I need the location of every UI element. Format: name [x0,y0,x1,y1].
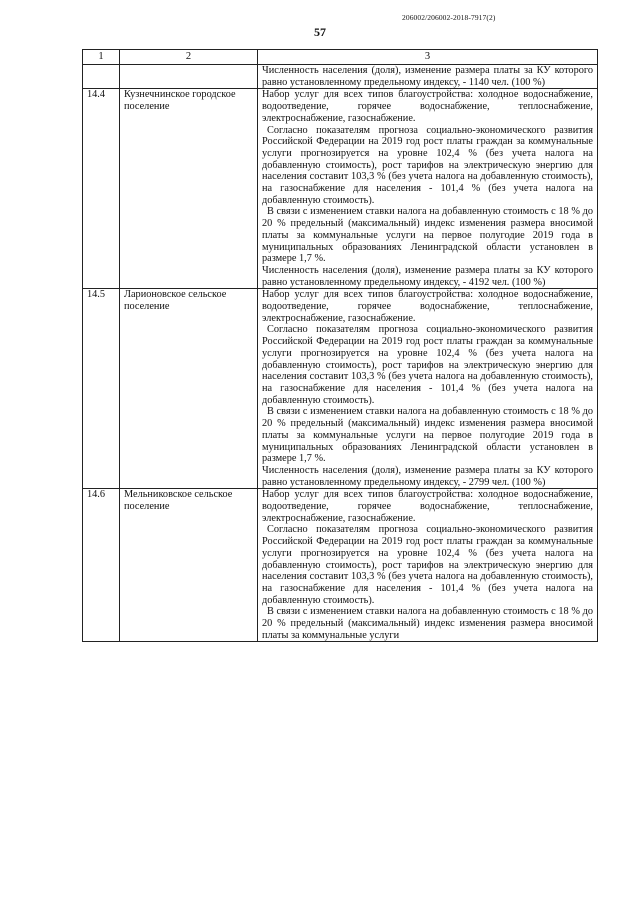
column-header: 3 [258,50,598,65]
paragraph: Численность населения (доля), изменение размера платы за КУ которого равно установленному предельному индексу, - 4192 чел. (100 %) [262,264,593,288]
column-header: 1 [83,50,120,65]
column-header: 2 [120,50,258,65]
paragraph: В связи с изменением ставки налога на добавленную стоимость с 18 % до 20 % предельный (максимальный) индекс изменения размера вносимой платы за коммунальные услуги [262,606,593,641]
table-row [83,289,598,489]
row-number: 14.5 [83,289,120,489]
table-row [83,89,598,289]
page-number: 57 [314,25,326,39]
municipality-name: Кузнечнинское городское поселение [120,89,258,289]
municipality-name [120,65,258,89]
paragraph: Согласно показателям прогноза социально-экономического развития Российской Федерации на 2019 год рост платы граждан за коммунальные услуги прогнозируется на уровне 102,4 % (без учета налога на добавленную стоимость), рост тарифов на электрическую энергию для населения составит 103,3 % (без учета налога на добавленную стоимость), на газоснабжение для населения - 101,4 % (без учета налога на добавленную стоимость). [262,324,593,406]
row-number: 14.6 [83,489,120,642]
paragraph: Согласно показателям прогноза социально-экономического развития Российской Федерации на 2019 год рост платы граждан за коммунальные услуги прогнозируется на уровне 102,4 % (без учета налога на добавленную стоимость), рост тарифов на электрическую энергию для населения составит 103,3 % (без учета налога на добавленную стоимость), на газоснабжение для населения - 101,4 % (без учета налога на добавленную стоимость). [262,524,593,606]
paragraph: Набор услуг для всех типов благоустройства: холодное водоснабжение, водоотведение, горячее водоснабжение, теплоснабжение, электроснабжение, газоснабжение. [262,289,593,324]
paragraph: Согласно показателям прогноза социально-экономического развития Российской Федерации на 2019 год рост платы граждан за коммунальные услуги прогнозируется на уровне 102,4 % (без учета налога на добавленную стоимость), рост тарифов на электрическую энергию для населения составит 103,3 % (без учета налога на добавленную стоимость), на газоснабжение для населения - 101,4 % (без учета налога на добавленную стоимость). [262,124,593,206]
row-number [83,65,120,89]
table-row [83,489,598,642]
paragraph: Набор услуг для всех типов благоустройства: холодное водоснабжение, водоотведение, горячее водоснабжение, теплоснабжение, электроснабжение, газоснабжение. [262,89,593,124]
paragraph: Численность населения (доля), изменение размера платы за КУ которого равно установленному предельному индексу, - 2799 чел. (100 %) [262,464,593,488]
paragraph: В связи с изменением ставки налога на добавленную стоимость с 18 % до 20 % предельный (максимальный) индекс изменения размера вносимой платы за коммунальные услуги на первое полугодие 2019 года в муниципальных образованиях Ленинградской области установлен в размере 1,7 %. [262,206,593,265]
paragraph: В связи с изменением ставки налога на добавленную стоимость с 18 % до 20 % предельный (максимальный) индекс изменения размера вносимой платы за коммунальные услуги на первое полугодие 2019 года в муниципальных образованиях Ленинградской области установлен в размере 1,7 %. [262,406,593,465]
row-description [258,289,598,489]
document-id: 206002/206002-2018-7917(2) [402,13,496,22]
row-description [258,65,598,89]
row-description [258,89,598,289]
indices-table [82,49,598,642]
row-number: 14.4 [83,89,120,289]
municipality-name: Ларионовское сельское поселение [120,289,258,489]
paragraph: Численность населения (доля), изменение размера платы за КУ которого равно установленному предельному индексу, - 1140 чел. (100 %) [262,65,593,88]
table-row [83,65,598,89]
table-header-row [83,50,598,65]
paragraph: Набор услуг для всех типов благоустройства: холодное водоснабжение, водоотведение, горячее водоснабжение, теплоснабжение, электроснабжение, газоснабжение. [262,489,593,524]
municipality-name: Мельниковское сельское поселение [120,489,258,642]
row-description [258,489,598,642]
